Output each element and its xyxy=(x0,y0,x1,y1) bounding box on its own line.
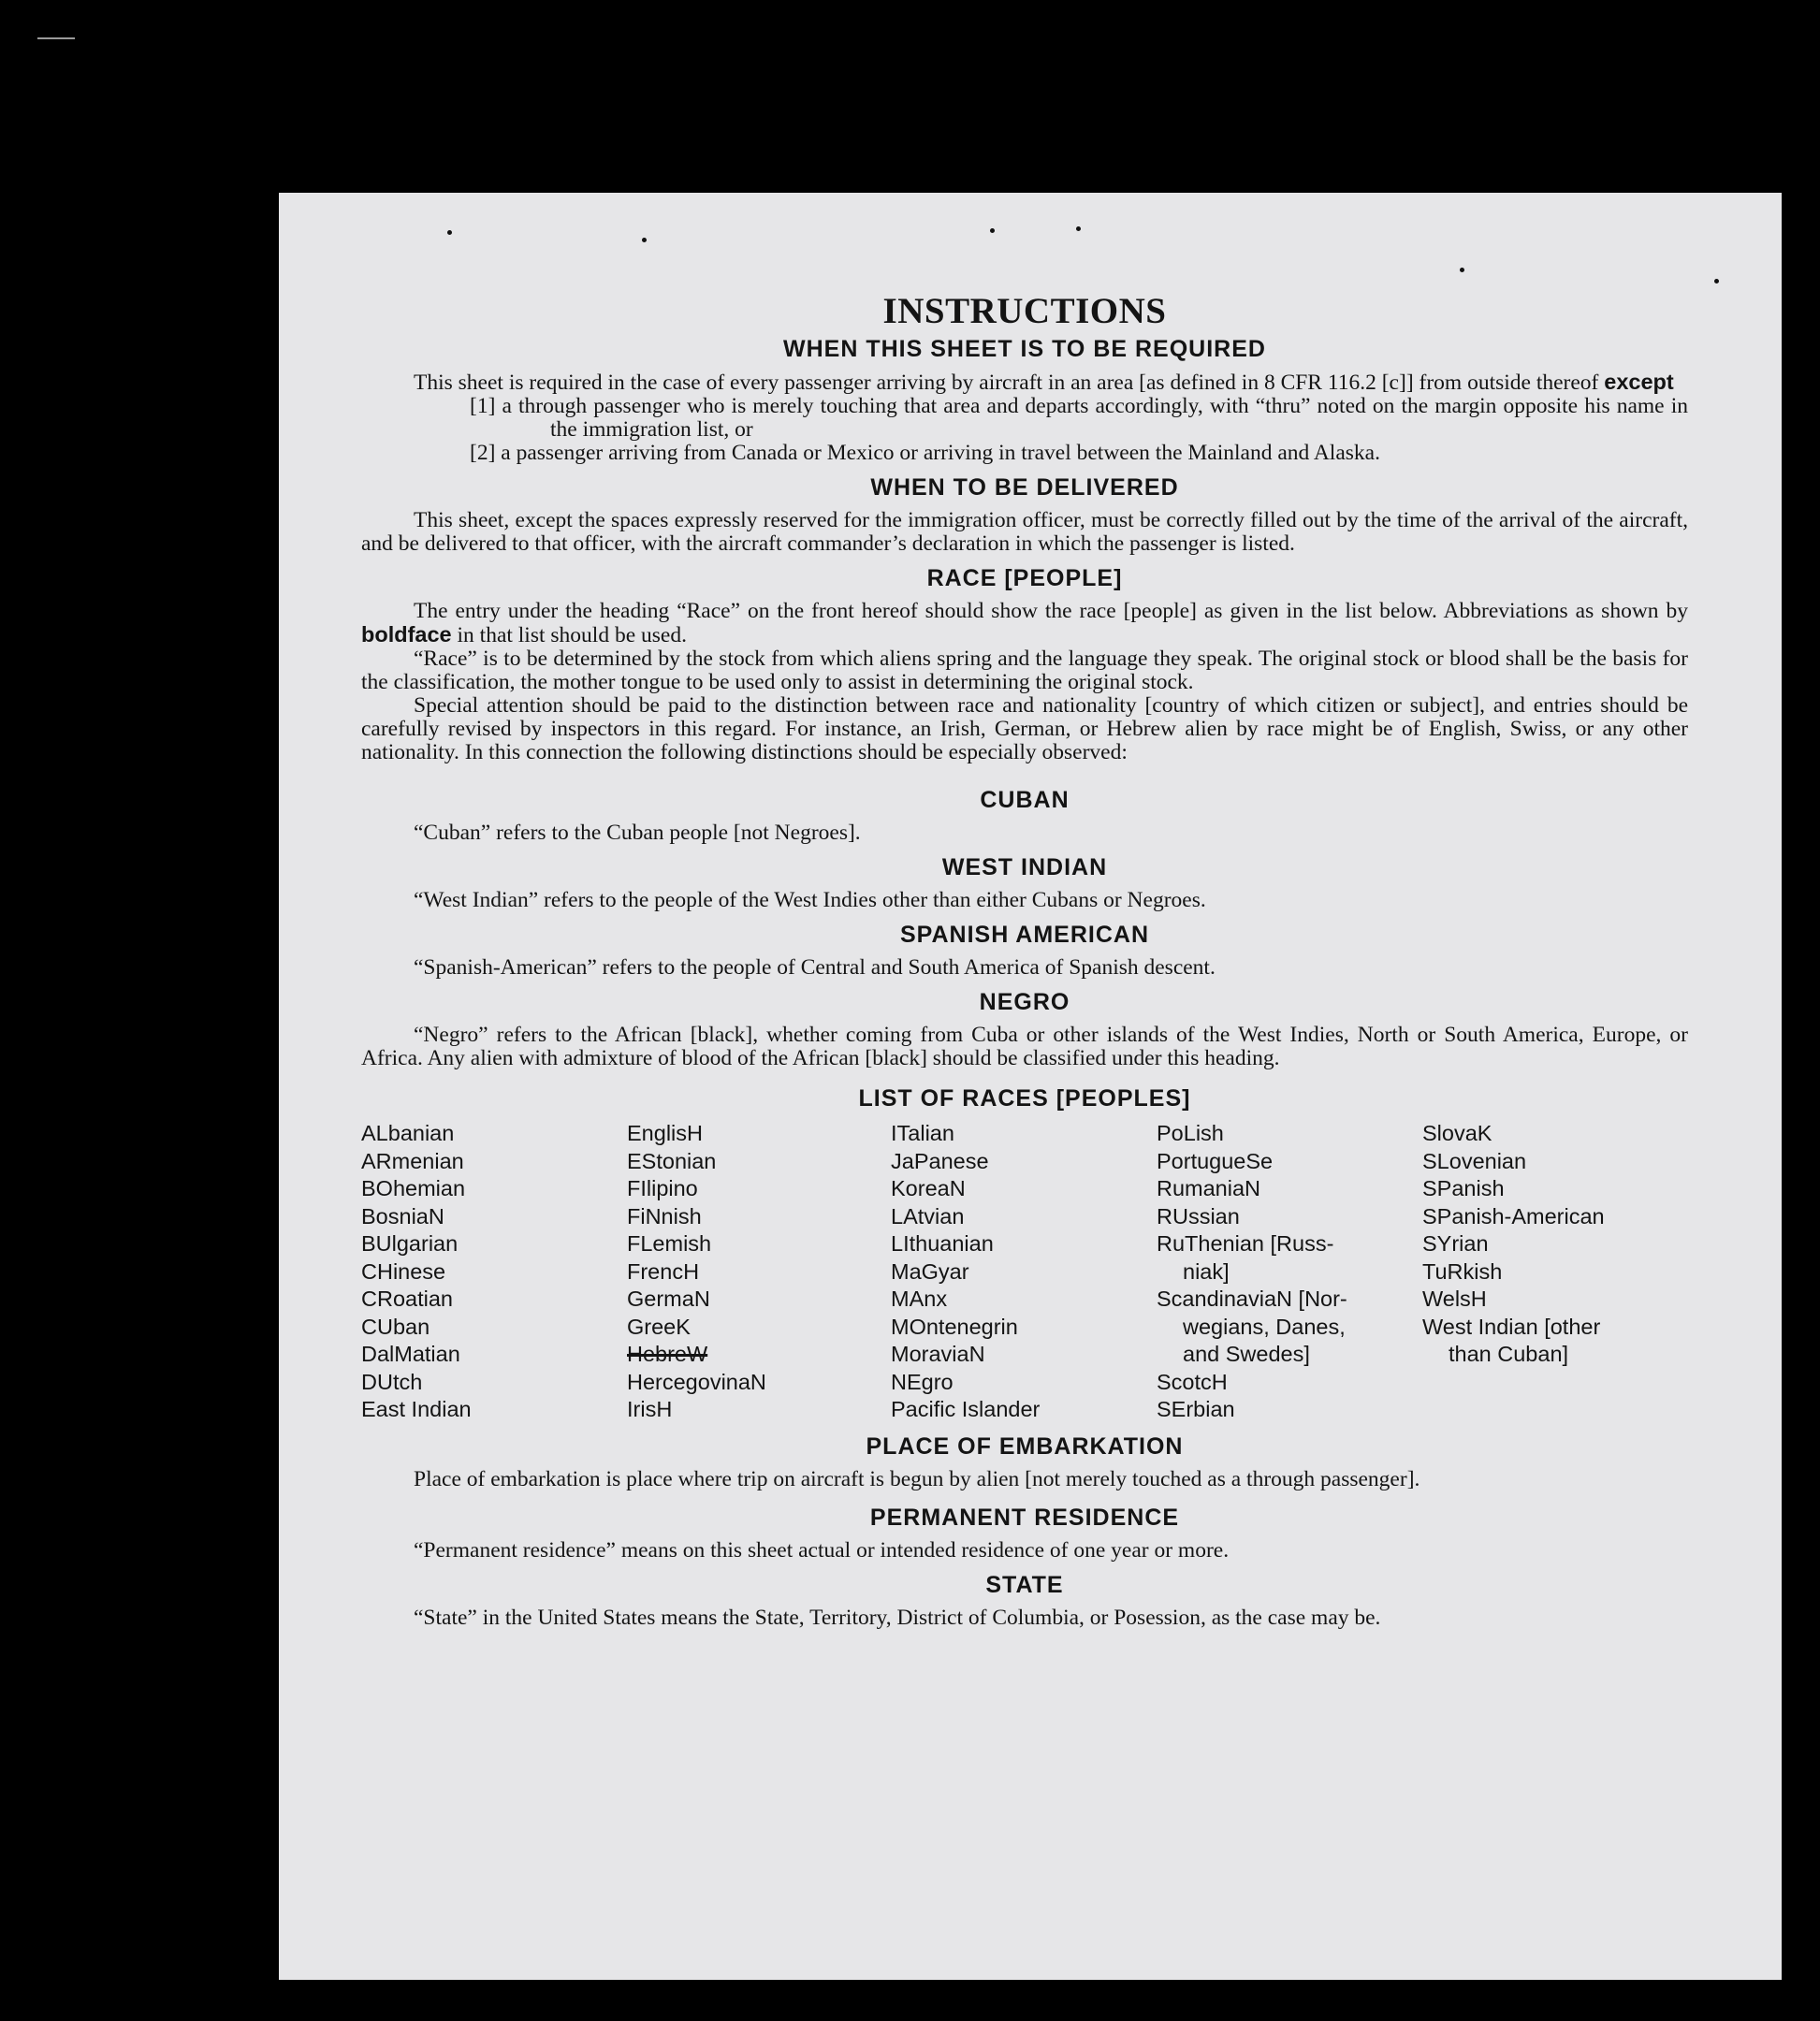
race-entry-struck: HebreW xyxy=(627,1342,708,1366)
section-heading-delivered: WHEN TO BE DELIVERED xyxy=(870,474,1179,501)
required-intro xyxy=(361,371,1688,395)
race-entry: ScotcH xyxy=(1157,1369,1228,1394)
race-entry: ScandinaviaN [Nor- xyxy=(1157,1287,1347,1311)
race-column xyxy=(891,1120,1157,1424)
print-speck xyxy=(642,238,647,242)
race-entry: MAnx xyxy=(891,1287,948,1311)
race-entry: Pacific Islander xyxy=(891,1397,1041,1421)
race-p1-boldface: boldface xyxy=(361,622,452,647)
race-entry: CUban xyxy=(361,1314,430,1339)
race-entry: CHinese xyxy=(361,1258,446,1284)
negro-text: “Negro” refers to the African [black], whether coming from Cuba or other islands of the West Indies, North or South America, Europe, or Africa. Any alien with admixture of blood of the African [black] should be classified under this heading. xyxy=(361,1023,1688,1070)
race-entry: SPanish xyxy=(1422,1176,1505,1200)
section-heading-negro: NEGRO xyxy=(979,989,1070,1015)
race-entry: FLemish xyxy=(627,1231,712,1256)
race-entry: SlovaK xyxy=(1422,1121,1492,1145)
race-column xyxy=(1422,1120,1666,1424)
race-entry-continued: wegians, Danes, xyxy=(1183,1314,1346,1339)
exception-list xyxy=(361,395,1688,465)
race-entry: ITalian xyxy=(891,1121,954,1145)
cuban-text: “Cuban” refers to the Cuban people [not Negroes]. xyxy=(414,821,861,845)
race-entry: JaPanese xyxy=(891,1148,989,1173)
section-heading-required: WHEN THIS SHEET IS TO BE REQUIRED xyxy=(783,336,1266,362)
instruction-sheet xyxy=(279,193,1782,1980)
race-entry: ALbanian xyxy=(361,1121,455,1145)
race-entry: RumaniaN xyxy=(1157,1176,1261,1200)
race-p1-tail: in that list should be used. xyxy=(451,623,687,647)
print-speck xyxy=(1076,226,1081,231)
page-title: INSTRUCTIONS xyxy=(882,291,1167,331)
section-heading-state: STATE xyxy=(985,1571,1064,1598)
exception-item: [1] a through passenger who is merely touching that area and departs accordingly, with “thru” noted on the margin opposite his name in the immigration list, or xyxy=(470,394,1688,442)
west-indian-text: “West Indian” refers to the people of the West Indies other than either Cubans or Negroes. xyxy=(414,888,1206,912)
race-entry: GreeK xyxy=(627,1314,691,1339)
race-paragraph-2: “Race” is to be determined by the stock from which aliens spring and the language they speak. The original stock or blood shall be the basis for the classification, the mother tongue to be used only to assist in determining the original stock. xyxy=(361,647,1688,694)
race-entry: PoLish xyxy=(1157,1121,1224,1145)
race-entry: West Indian [other xyxy=(1422,1314,1601,1339)
section-heading-residence: PERMANENT RESIDENCE xyxy=(869,1504,1180,1531)
race-entry: NEgro xyxy=(891,1369,954,1394)
race-entry: ARmenian xyxy=(361,1148,464,1173)
state-text: “State” in the United States means the State, Territory, District of Columbia, or Posession, as the case may be. xyxy=(414,1605,1381,1630)
print-speck xyxy=(1460,268,1464,272)
race-entry: MaGyar xyxy=(891,1258,969,1284)
race-entry: IrisH xyxy=(627,1397,673,1421)
race-entry-continued: niak] xyxy=(1183,1258,1230,1284)
required-intro-text: This sheet is required in the case of every passenger arriving by aircraft in an area [as defined in 8 CFR 116.2 [c]] from outside thereof xyxy=(414,371,1605,395)
race-entry: PortugueSe xyxy=(1157,1148,1274,1173)
print-speck xyxy=(1714,279,1719,284)
delivered-text: This sheet, except the spaces expressly reserved for the immigration officer, must be correctly filled out by the time of the arrival of the aircraft, and be delivered to that officer, with the aircraft commander’s declaration in which the passenger is listed. xyxy=(361,508,1688,556)
exception-item: [2] a passenger arriving from Canada or Mexico or arriving in travel between the Mainland and Alaska. xyxy=(470,441,1380,465)
section-heading-cuban: CUBAN xyxy=(980,787,1070,813)
section-heading-race-list: LIST OF RACES [PEOPLES] xyxy=(858,1085,1191,1112)
race-entry: RuThenian [Russ- xyxy=(1157,1231,1334,1256)
race-entry-continued: than Cuban] xyxy=(1449,1342,1569,1366)
race-entry: BUlgarian xyxy=(361,1231,459,1256)
race-entry: MOntenegrin xyxy=(891,1314,1018,1339)
race-list-table xyxy=(361,1120,1688,1424)
race-entry: LIthuanian xyxy=(891,1231,994,1256)
section-heading-race: RACE [PEOPLE] xyxy=(926,565,1123,591)
required-intro-except: except xyxy=(1604,370,1674,394)
race-entry: SYrian xyxy=(1422,1231,1489,1256)
race-entry: EStonian xyxy=(627,1148,717,1173)
section-heading-embarkation: PLACE OF EMBARKATION xyxy=(866,1432,1184,1460)
race-column xyxy=(361,1120,627,1424)
race-paragraph-1 xyxy=(361,600,1688,647)
race-entry: BosniaN xyxy=(361,1203,444,1229)
race-entry: SLovenian xyxy=(1422,1148,1527,1173)
race-entry: TuRkish xyxy=(1422,1258,1503,1284)
race-entry: WelsH xyxy=(1422,1287,1487,1311)
section-heading-spanish-american: SPANISH AMERICAN xyxy=(899,922,1149,948)
race-entry: MoraviaN xyxy=(891,1342,985,1366)
race-entry: GermaN xyxy=(627,1287,710,1311)
residence-text: “Permanent residence” means on this sheet actual or intended residence of one year or more. xyxy=(414,1537,1230,1563)
race-entry: SErbian xyxy=(1157,1397,1235,1421)
race-entry: FiNnish xyxy=(627,1203,702,1229)
race-entry: KoreaN xyxy=(891,1176,966,1200)
race-entry: CRoatian xyxy=(361,1287,453,1311)
print-speck xyxy=(990,228,995,233)
spanish-american-text: “Spanish-American” refers to the people of Central and South America of Spanish descent. xyxy=(414,955,1216,980)
section-heading-west-indian: WEST INDIAN xyxy=(941,854,1108,880)
race-entry: LAtvian xyxy=(891,1203,965,1229)
race-entry: FIlipino xyxy=(627,1176,698,1200)
race-column xyxy=(627,1120,891,1424)
embarkation-text: Place of embarkation is place where trip on aircraft is begun by alien [not merely touched as a through passenger]. xyxy=(414,1466,1420,1491)
race-entry: East Indian xyxy=(361,1397,472,1421)
race-entry: DUtch xyxy=(361,1369,423,1394)
race-paragraph-3: Special attention should be paid to the distinction between race and nationality [country of which citizen or subject], and entries should be carefully revised by inspectors in this regard. For instance, an Irish, German, or Hebrew alien by race might be of English, Swiss, or any other nationality. In this connection the following distinctions should be especially observed: xyxy=(361,693,1688,764)
race-column xyxy=(1157,1120,1422,1424)
race-entry: EnglisH xyxy=(627,1121,703,1145)
race-entry: SPanish-American xyxy=(1422,1203,1605,1229)
race-entry: DalMatian xyxy=(361,1342,460,1366)
race-p1-lead: The entry under the heading “Race” on the front hereof should show the race [people] as given in the list below. Abbreviations as shown by xyxy=(414,599,1688,623)
race-entry: HercegovinaN xyxy=(627,1369,766,1394)
race-entry: RUssian xyxy=(1157,1203,1240,1229)
race-entry: FrencH xyxy=(627,1258,700,1284)
race-entry: BOhemian xyxy=(361,1176,466,1200)
scan-edge-mark xyxy=(37,37,75,39)
race-entry-continued: and Swedes] xyxy=(1183,1342,1310,1366)
print-speck xyxy=(447,230,452,235)
